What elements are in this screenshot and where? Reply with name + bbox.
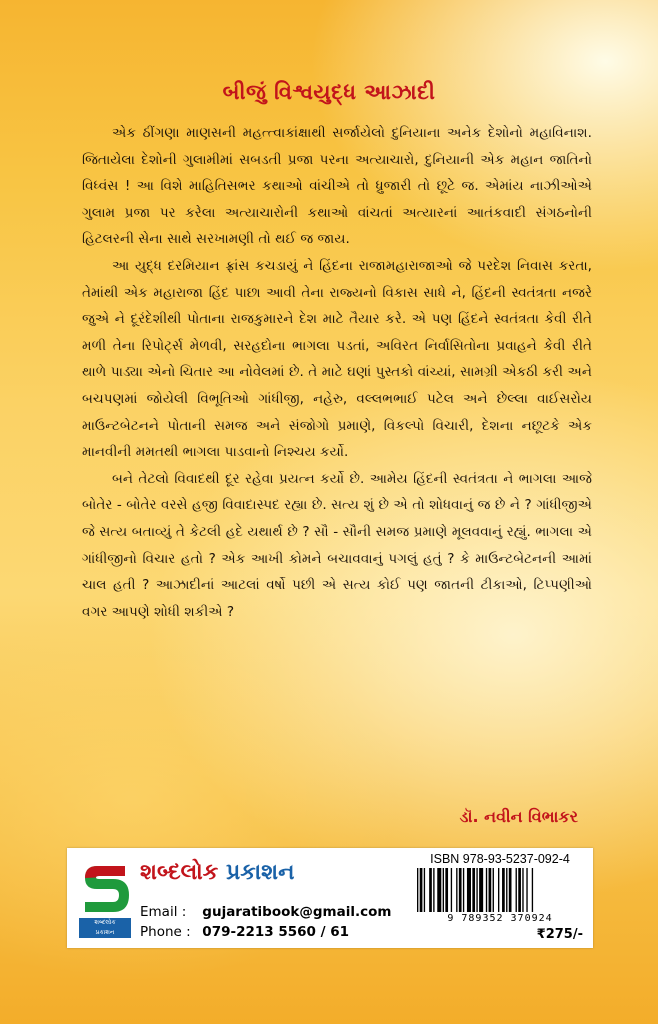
price-label: ₹275/-	[536, 927, 583, 942]
logo-caption-line-1: શબ્દલોક	[94, 919, 116, 926]
email-label: Email :	[140, 904, 187, 920]
logo-caption-line-2: પ્રકાશન	[95, 929, 115, 936]
blurb-text	[82, 120, 592, 625]
blurb-paragraph-2: આ યુદ્ધ દરમિયાન ફ્રાંસ કચડાયું ને હિંદના રાજામહારાજાઓ જે પરદેશ નિવાસ કરતા, તેમાંથી એક મહારાજા હિંદ પાછા આવી તેના રાજ્યનો વિકાસ સાધે ને, હિંદની સ્વતંત્રતા નજરે જુએ ને દૂરંદેશીથી પોતાના રાજકુમારને દેશ માટે તૈયાર કરે. એ પણ હિંદને સ્વતંત્રતા કેવી રીતે મળી તેના રિપોર્ટ્સ મેળવી, સરહદોના ભાગલા પડતાં, અવિરત નિર્વાસિતોના પ્રવાહને કેવી રીતે થાળે પાડ્યા એનો ચિતાર આ નોવેલમાં છે. તે માટે ઘણાં પુસ્તકો વાંચ્યાં, સામગ્રી એકઠી કરી અને બચપણમાં જોયેલી વિભૂતિઓ ગાંધીજી, નહેરુ, વલ્લભભાઈ પટેલ અને છેલ્લા વાઈસરોય માઉન્ટબેટનને પોતાની સમજ અને સંજોગો પ્રમાણે, વિકલ્પો વિચારી, દેશના નછૂટકે એક માનવીની મમતથી ભાગલા પાડવાનો નિશ્ચય કર્યો.	[82, 257, 592, 461]
page-title: બીજું વિશ્વયુદ્ધ આઝાદી	[222, 80, 436, 104]
publisher-name-part-1: શબ્દલોક	[140, 860, 219, 885]
author-name: ડૉ. નવીન વિભાકર	[459, 807, 578, 826]
email-address: gujaratibook@gmail.com	[202, 904, 392, 920]
publisher-logo	[79, 858, 131, 938]
blurb-paragraph-1: એક ઠીંગણા માણસની મહત્ત્વાકાંક્ષાથી સર્જાયેલો દુનિયાના અનેક દેશોનો મહાવિનાશ. જિતાયેલા દેશોની ગુલામીમાં સબડતી પ્રજા પરના અત્યાચારો, દુનિયાની એક મહાન જાતિનો વિધ્વંસ ! આ વિશે માહિતિસભર કથાઓ વાંચીએ તો ધ્રુજારી તો છૂટે જ. એમાંય નાઝીઓએ ગુલામ પ્રજા પર કરેલા અત્યાચારોની કથાઓ વાંચતાં અત્યારનાં આતંકવાદી સંગઠનોની હિટલરની સેના સાથે સરખામણી તો થઈ જ જાય.	[82, 125, 592, 248]
publisher-panel	[67, 848, 593, 948]
phone-line	[140, 924, 349, 940]
blurb-paragraph-3: બને તેટલો વિવાદથી દૂર રહેવા પ્રયત્ન કર્યો છે. આમેય હિંદની સ્વતંત્રતા ને ભાગલા આજે બોતેર - બોતેર વરસે હજી વિવાદાસ્પદ રહ્યા છે. સત્ય શું છે એ તો શોધવાનું જ છે ને ? ગાંધીજીએ જે સત્ય બતાવ્યું તે કેટલી હદે યથાર્થ છે ? સૌ - સૌની સમજ પ્રમાણે મૂલવવાનું રહ્યું. ભાગલા એ ગાંધીજીનો વિચાર હતો ? એક આખી કોમને બચાવવાનું પગલું હતું ? કે માઉન્ટબેટનની આમાં ચાલ હતી ? આઝાદીનાં આટલાં વર્ષો પછી એ સત્ય કોઈ પણ જાતની ટીકાઓ, ટિપ્પણીઓ વગર આપણે શોધી શકીએ ?	[82, 470, 592, 620]
phone-label: Phone :	[140, 924, 191, 940]
publisher-name-part-2: પ્રકાશન	[225, 860, 295, 885]
logo-s-icon	[79, 858, 131, 918]
publisher-name	[140, 860, 295, 885]
barcode-digits: 9 789352 370924	[447, 913, 553, 924]
isbn-number: ISBN 978-93-5237-092-4	[430, 852, 570, 866]
barcode-icon	[415, 868, 585, 912]
isbn-block	[415, 852, 585, 924]
email-line	[140, 904, 391, 920]
logo-caption	[79, 918, 131, 938]
phone-number: 079-2213 5560 / 61	[202, 924, 350, 940]
